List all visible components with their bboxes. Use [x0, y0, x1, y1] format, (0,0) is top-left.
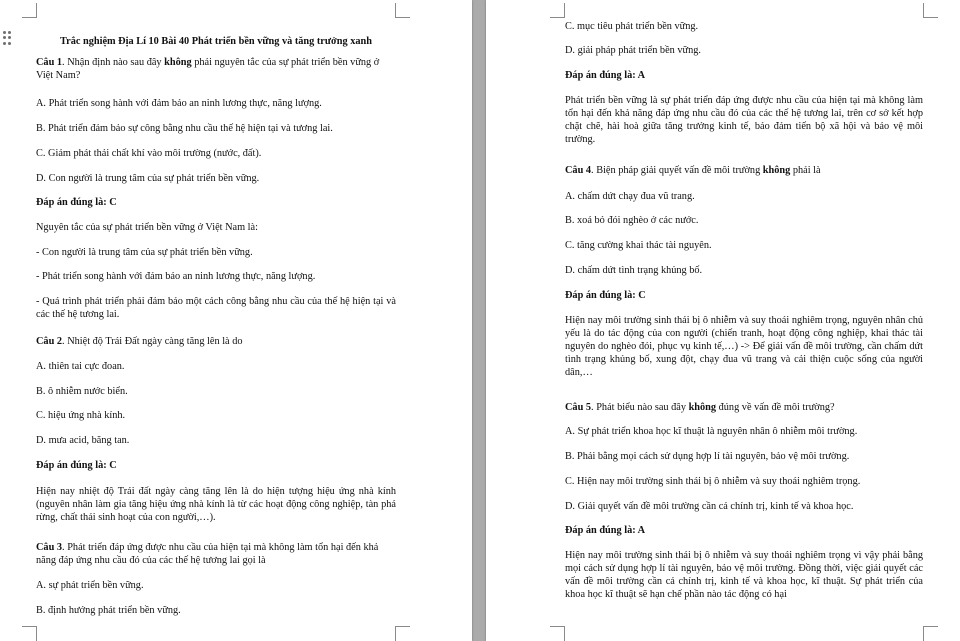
question-4-label: Câu 4 — [565, 165, 592, 176]
question-2-label: Câu 2 — [36, 336, 63, 347]
crop-mark-bottom-left — [550, 626, 565, 641]
crop-mark-top-left — [550, 3, 565, 18]
q5-answer: Đáp án đúng là: A — [565, 525, 646, 536]
q3-explanation: Phát triển bền vững là sự phát triển đáp ứng được nhu cầu của hiện tại mà không làm tổn hại đến khả năng đáp ứng nhu cầu đó của các thế hệ tương lai, trên cơ sở kết hợp chặt chẽ, hài hoà giữa tăng trưởng kinh tế, bảo đảm tiến bộ xã hội và bảo vệ môi trường. — [565, 95, 923, 145]
question-5 — [565, 401, 923, 414]
q1-answer: Đáp án đúng là: C — [36, 197, 117, 208]
q5-option-b: B. Phải bằng mọi cách sử dụng hợp lí tài nguyên, bảo vệ môi trường. — [565, 451, 850, 462]
q1-option-c: C. Giảm phát thải chất khí vào môi trường (nước, đất). — [36, 148, 262, 159]
question-2 — [36, 335, 396, 348]
q5-option-c: C. Hiện nay môi trường sinh thái bị ô nhiễm và suy thoái nghiêm trọng. — [565, 476, 861, 487]
question-5-label: Câu 5 — [565, 402, 592, 413]
document-title: Trắc nghiệm Địa Lí 10 Bài 40 Phát triển bền vững và tăng trưởng xanh — [60, 36, 372, 47]
crop-mark-bottom-left — [22, 626, 37, 641]
question-1-text-end: phải nguyên tắc của sự phát triển bền vững ở Việt Nam? — [36, 57, 380, 81]
crop-mark-bottom-right — [923, 626, 938, 641]
q2-answer: Đáp án đúng là: C — [36, 460, 117, 471]
q5-option-a: A. Sự phát triển khoa học kĩ thuật là nguyên nhân ô nhiễm môi trường. — [565, 426, 858, 437]
q3-option-b: B. định hướng phát triển bền vững. — [36, 605, 181, 616]
q4-option-c: C. tăng cường khai thác tài nguyên. — [565, 240, 712, 251]
question-3 — [36, 541, 396, 567]
q2-option-a: A. thiên tai cực đoan. — [36, 361, 125, 372]
q1-explanation-2: - Phát triển song hành với đảm bảo an ninh lương thực, năng lượng. — [36, 271, 316, 282]
q3-answer: Đáp án đúng là: A — [565, 70, 646, 81]
question-4-text-end: phải là — [790, 165, 821, 176]
q1-explanation-1: - Con người là trung tâm của sự phát triển bền vững. — [36, 247, 253, 258]
q3-option-c: C. mục tiêu phát triển bền vững. — [565, 21, 699, 32]
q1-option-d: D. Con người là trung tâm của sự phát triển bền vững. — [36, 173, 260, 184]
q2-option-c: C. hiệu ứng nhà kính. — [36, 410, 126, 421]
question-1-label: Câu 1 — [36, 57, 63, 68]
q3-option-d: D. giải pháp phát triển bền vững. — [565, 45, 701, 56]
q4-answer: Đáp án đúng là: C — [565, 290, 646, 301]
q5-option-d: D. Giải quyết vấn đề môi trường cần cả chính trị, kinh tế và khoa học. — [565, 501, 854, 512]
q4-explanation: Hiện nay môi trường sinh thái bị ô nhiễm và suy thoái nghiêm trọng, nguyên nhân chủ yếu là do tác động của con người (chiến tranh, hoạt động công nghiệp, khai thác tài nguyên do nghèo đói, phục vụ kinh tế,…) -> Để giải vấn đề môi trường, cần chấm dứt tình trạng khủng bố, xung đột, chạy đua vũ trang và cải thiện cuộc sống của người dân,… — [565, 315, 923, 378]
crop-mark-bottom-right — [395, 626, 410, 641]
q4-option-a: A. chấm dứt chạy đua vũ trang. — [565, 191, 695, 202]
document-page-right[interactable] — [486, 0, 960, 641]
question-5-text: . Phát biểu nào sau đây — [591, 402, 689, 413]
q5-explanation: Hiện nay môi trường sinh thái bị ô nhiễm và suy thoái nghiêm trọng vì vậy phải bằng mọi cách sử dụng hợp lí tài nguyên, bảo vệ môi trường. Đồng thời, việc giải quyết các vấn đề môi trường cần cả chính trị, kinh tế và khoa học, kĩ thuật. Sự phát triển của khoa học kĩ thuật sẽ hạn chế phần nào tác động có hại — [565, 550, 923, 600]
q1-option-a: A. Phát triển song hành với đảm bảo an ninh lương thực, năng lượng. — [36, 98, 322, 109]
question-3-text: . Phát triển đáp ứng được nhu cầu của hiện tại mà không làm tổn hại đến khả năng đáp ứng nhu cầu đó của các thế hệ tương lai gọi là — [36, 542, 379, 566]
question-4 — [565, 164, 923, 177]
question-4-text: . Biện pháp giải quyết vấn đề môi trường — [591, 165, 763, 176]
q1-explanation-3: - Quá trình phát triển phải đảm bảo một cách công bằng nhu cầu của thế hệ hiện tại và các thế hệ tương lai. — [36, 296, 396, 320]
question-5-emphasis: không — [688, 402, 717, 413]
question-1-emphasis: không — [164, 57, 192, 68]
question-3-label: Câu 3 — [36, 542, 63, 553]
q2-option-d: D. mưa acid, băng tan. — [36, 435, 130, 446]
crop-mark-top-right — [923, 3, 938, 18]
crop-mark-top-left — [22, 3, 37, 18]
question-2-text: . Nhiệt độ Trái Đất ngày càng tăng lên là do — [62, 336, 243, 347]
question-5-text-end: đúng về vấn đề môi trường? — [716, 402, 835, 413]
q3-option-a: A. sự phát triển bền vững. — [36, 580, 144, 591]
q4-option-b: B. xoá bỏ đói nghèo ở các nước. — [565, 215, 699, 226]
crop-mark-top-right — [395, 3, 410, 18]
q1-explanation-title: Nguyên tắc của sự phát triển bền vững ở Việt Nam là: — [36, 222, 258, 233]
question-1-text: . Nhận định nào sau đây — [62, 57, 165, 68]
question-1 — [36, 56, 396, 82]
question-4-emphasis: không — [762, 165, 791, 176]
q1-option-b: B. Phát triển đảm bảo sự công bằng nhu cầu thế hệ hiện tại và tương lai. — [36, 123, 333, 134]
q4-option-d: D. chấm dứt tình trạng khủng bố. — [565, 265, 703, 276]
document-page-left[interactable] — [0, 0, 472, 641]
q2-option-b: B. ô nhiễm nước biển. — [36, 386, 128, 397]
drag-handle-icon[interactable] — [3, 31, 11, 45]
q2-explanation: Hiện nay nhiệt độ Trái đất ngày càng tăng lên là do hiện tượng hiệu ứng nhà kính (nguyên nhân làm gia tăng hiệu ứng nhà kính là từ các hoạt động công nghiệp, tàn phá rừng, chất thải sinh hoạt của con người,…). — [36, 486, 396, 523]
